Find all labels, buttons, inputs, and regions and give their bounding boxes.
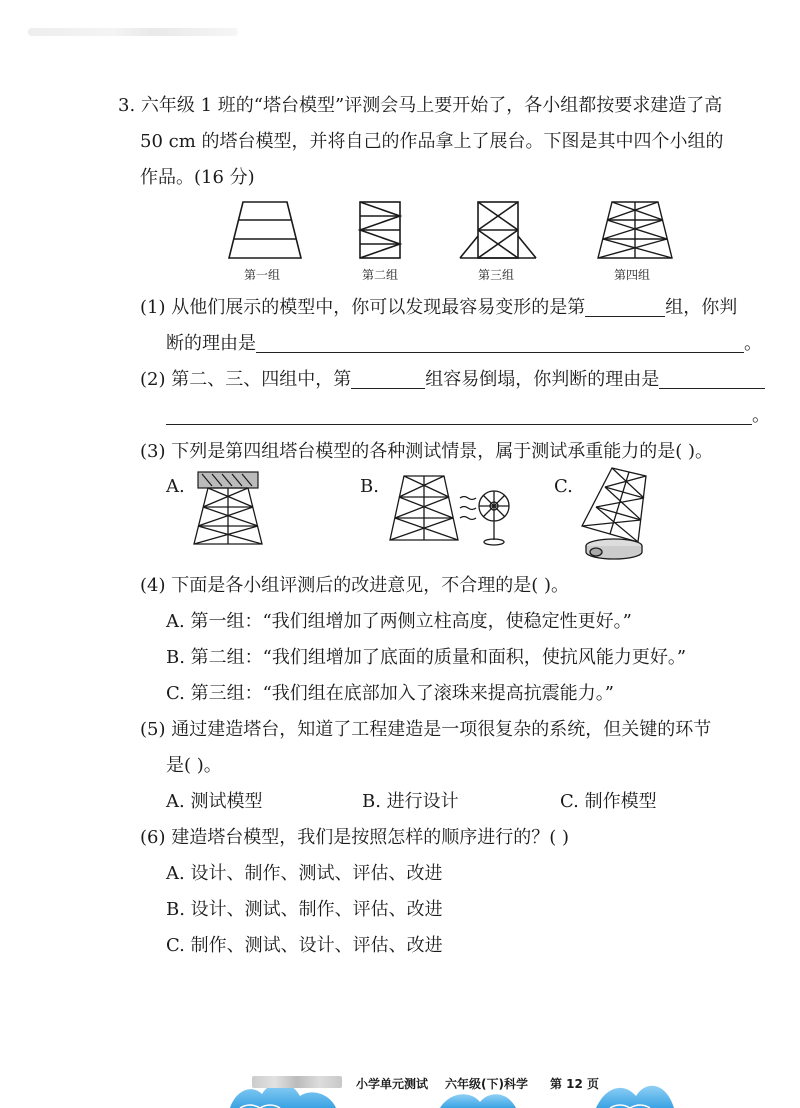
q4-option-b[interactable]: B. 第二组：“我们组增加了底面的质量和面积，使抗风能力更好。”: [166, 647, 687, 668]
footer-grade-subject: 六年级(下)科学: [445, 1077, 528, 1091]
q4-option-a[interactable]: A. 第一组：“我们组增加了两侧立柱高度，使稳定性更好。”: [166, 611, 632, 632]
q6-option-c[interactable]: C. 制作、测试、设计、评估、改进: [166, 935, 443, 956]
caption-group-1: 第一组: [244, 268, 281, 282]
q2-line-1: [140, 368, 765, 392]
q5-option-a[interactable]: A. 测试模型: [166, 791, 263, 812]
shake-test-figure: [576, 462, 668, 562]
q2-blank-reason-1[interactable]: [659, 368, 765, 389]
q1-line-2: [166, 332, 762, 356]
q1-text-a: (1) 从他们展示的模型中，你可以发现最容易变形的是第: [140, 297, 586, 318]
load-test-figure: [186, 468, 270, 550]
q5-option-b[interactable]: B. 进行设计: [362, 791, 459, 812]
footer-series: 小学单元测试: [356, 1077, 429, 1091]
q2-blank-reason-2[interactable]: [166, 404, 752, 425]
q5-stem-line-1: (5) 通过建造塔台，知道了工程建造是一项很复杂的系统，但关键的环节: [140, 719, 712, 740]
q6-stem: (6) 建造塔台模型，我们是按照怎样的顺序进行的？( ): [140, 827, 569, 848]
q3-option-c-label: C.: [554, 476, 573, 497]
q6-option-a[interactable]: A. 设计、制作、测试、评估、改进: [166, 863, 443, 884]
q1-blank-reason[interactable]: [256, 332, 744, 353]
q3-option-a-label: A.: [166, 476, 185, 497]
q6-option-b[interactable]: B. 设计、测试、制作、评估、改进: [166, 899, 443, 920]
q3-option-b-label: B.: [360, 476, 379, 497]
group1-tower-figure: [225, 198, 305, 262]
footer-blur: [252, 1076, 342, 1088]
question-line-3: 作品。(16 分): [140, 167, 255, 188]
footer-page-number: 第 12 页: [550, 1077, 600, 1091]
caption-group-3: 第三组: [478, 268, 515, 282]
q4-stem: (4) 下面是各小组评测后的改进意见，不合理的是( )。: [140, 575, 569, 596]
group3-tower-figure: [456, 198, 540, 262]
q2-text-a: (2) 第二、三、四组中，第: [140, 369, 352, 390]
q1-blank-group[interactable]: [585, 296, 665, 317]
q2-text-b: 组容易倒塌，你判断的理由是: [425, 369, 660, 390]
q3-stem: (3) 下列是第四组塔台模型的各种测试情景，属于测试承重能力的是( )。: [140, 441, 713, 462]
question-line-2: 50 cm 的塔台模型，并将自己的作品拿上了展台。下图是其中四个小组的: [140, 131, 724, 152]
caption-group-4: 第四组: [614, 268, 651, 282]
q1-line-1: [140, 296, 737, 320]
question-line-1: 3. 六年级 1 班的“塔台模型”评测会马上要开始了，各小组都按要求建造了高: [118, 95, 723, 116]
q2-end-mark: 。: [752, 405, 770, 426]
q2-line-2: [166, 404, 770, 428]
q1-end-mark: 。: [744, 333, 762, 354]
q4-option-c[interactable]: C. 第三组：“我们组在底部加入了滚珠来提高抗震能力。”: [166, 683, 614, 704]
q5-option-c[interactable]: C. 制作模型: [560, 791, 657, 812]
q1-reason-label: 断的理由是: [166, 333, 256, 354]
caption-group-2: 第二组: [362, 268, 399, 282]
wind-test-figure: [386, 468, 516, 550]
header-blur: [28, 28, 238, 36]
q1-text-b: 组，你判: [665, 297, 738, 318]
q5-stem-line-2: 是( )。: [166, 755, 222, 776]
group2-tower-figure: [356, 198, 404, 262]
group4-tower-figure: [594, 198, 676, 262]
q2-blank-group[interactable]: [351, 368, 425, 389]
